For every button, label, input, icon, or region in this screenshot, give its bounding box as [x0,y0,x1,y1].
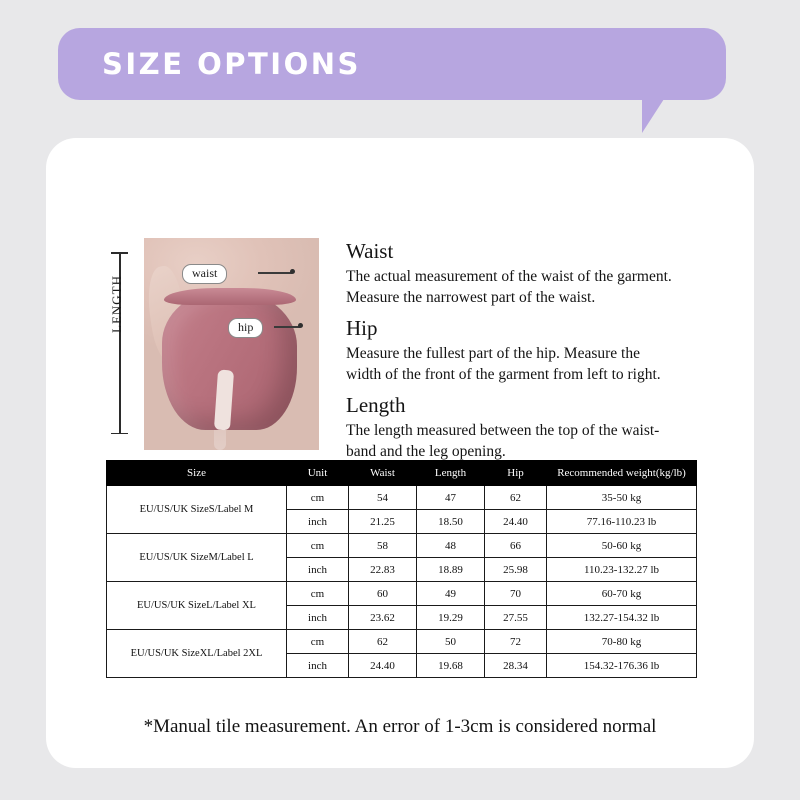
waist-description-line-1: The actual measurement of the waist of the garment. [346,268,672,285]
cell-weight: 50-60 kg [547,534,697,558]
cell-unit: inch [287,606,349,630]
cell-hip: 25.98 [485,558,547,582]
cell-waist: 62 [349,630,417,654]
hip-description-line-1: Measure the fullest part of the hip. Measure the [346,345,640,362]
cell-unit: inch [287,558,349,582]
size-table [106,460,697,678]
length-description-line-1: The length measured between the top of the waist- [346,422,660,439]
header-waist: Waist [349,461,417,486]
footnote: *Manual tile measurement. An error of 1-3cm is considered normal [143,716,657,737]
cell-waist: 22.83 [349,558,417,582]
header-unit: Unit [287,461,349,486]
cell-length: 18.89 [417,558,485,582]
measurement-diagram [106,238,356,453]
cell-unit: cm [287,534,349,558]
length-description [346,420,728,462]
cell-waist: 58 [349,534,417,558]
banner-title: SIZE OPTIONS [102,47,361,81]
size-table-wrapper [106,460,696,678]
cell-hip: 72 [485,630,547,654]
table-row [107,582,697,606]
table-header-row [107,461,697,486]
cell-length: 47 [417,486,485,510]
cell-unit: inch [287,510,349,534]
cell-unit: cm [287,486,349,510]
length-description-line-2: band and the leg opening. [346,443,506,460]
table-body [107,486,697,678]
cell-weight: 132.27-154.32 lb [547,606,697,630]
banner-tail-icon [642,99,674,133]
cell-size: EU/US/UK SizeS/Label M [107,486,287,534]
cell-unit: cm [287,582,349,606]
cell-hip: 27.55 [485,606,547,630]
cell-hip: 24.40 [485,510,547,534]
cell-waist: 54 [349,486,417,510]
cell-length: 50 [417,630,485,654]
cell-waist: 60 [349,582,417,606]
hip-tag: hip [228,318,263,338]
cell-size: EU/US/UK SizeL/Label XL [107,582,287,630]
cell-size: EU/US/UK SizeXL/Label 2XL [107,630,287,678]
waist-description-line-2: Measure the narrowest part of the waist. [346,289,596,306]
cell-hip: 62 [485,486,547,510]
cell-length: 49 [417,582,485,606]
waist-heading: Waist [346,239,394,263]
header-weight: Recommended weight(kg/lb) [547,461,697,486]
hip-pointer-line [274,326,300,328]
header-size: Size [107,461,287,486]
cell-hip: 28.34 [485,654,547,678]
header-hip: Hip [485,461,547,486]
hip-pointer-dot [298,323,303,328]
content-card [46,138,754,768]
cell-length: 18.50 [417,510,485,534]
cell-weight: 60-70 kg [547,582,697,606]
cell-weight: 110.23-132.27 lb [547,558,697,582]
length-heading: Length [346,393,406,417]
header-length: Length [417,461,485,486]
cell-length: 19.68 [417,654,485,678]
cell-length: 19.29 [417,606,485,630]
waist-description [346,266,728,308]
cell-waist: 24.40 [349,654,417,678]
hip-description [346,343,728,385]
length-axis-label: LENGTH [109,275,124,333]
hip-description-line-2: width of the front of the garment from left to right. [346,366,661,383]
table-row [107,534,697,558]
table-row [107,630,697,654]
table-row [107,486,697,510]
cell-unit: inch [287,654,349,678]
cell-weight: 77.16-110.23 lb [547,510,697,534]
waist-pointer-line [258,272,292,274]
cell-weight: 35-50 kg [547,486,697,510]
cell-length: 48 [417,534,485,558]
definitions-block [346,238,728,469]
cell-weight: 70-80 kg [547,630,697,654]
cell-hip: 66 [485,534,547,558]
hip-heading: Hip [346,316,378,340]
waist-tag: waist [182,264,227,284]
cell-unit: cm [287,630,349,654]
cell-weight: 154.32-176.36 lb [547,654,697,678]
cell-waist: 23.62 [349,606,417,630]
banner [58,28,726,100]
cell-hip: 70 [485,582,547,606]
cell-size: EU/US/UK SizeM/Label L [107,534,287,582]
table-header [107,461,697,486]
cell-waist: 21.25 [349,510,417,534]
banner-bubble [58,28,726,100]
waist-pointer-dot [290,269,295,274]
